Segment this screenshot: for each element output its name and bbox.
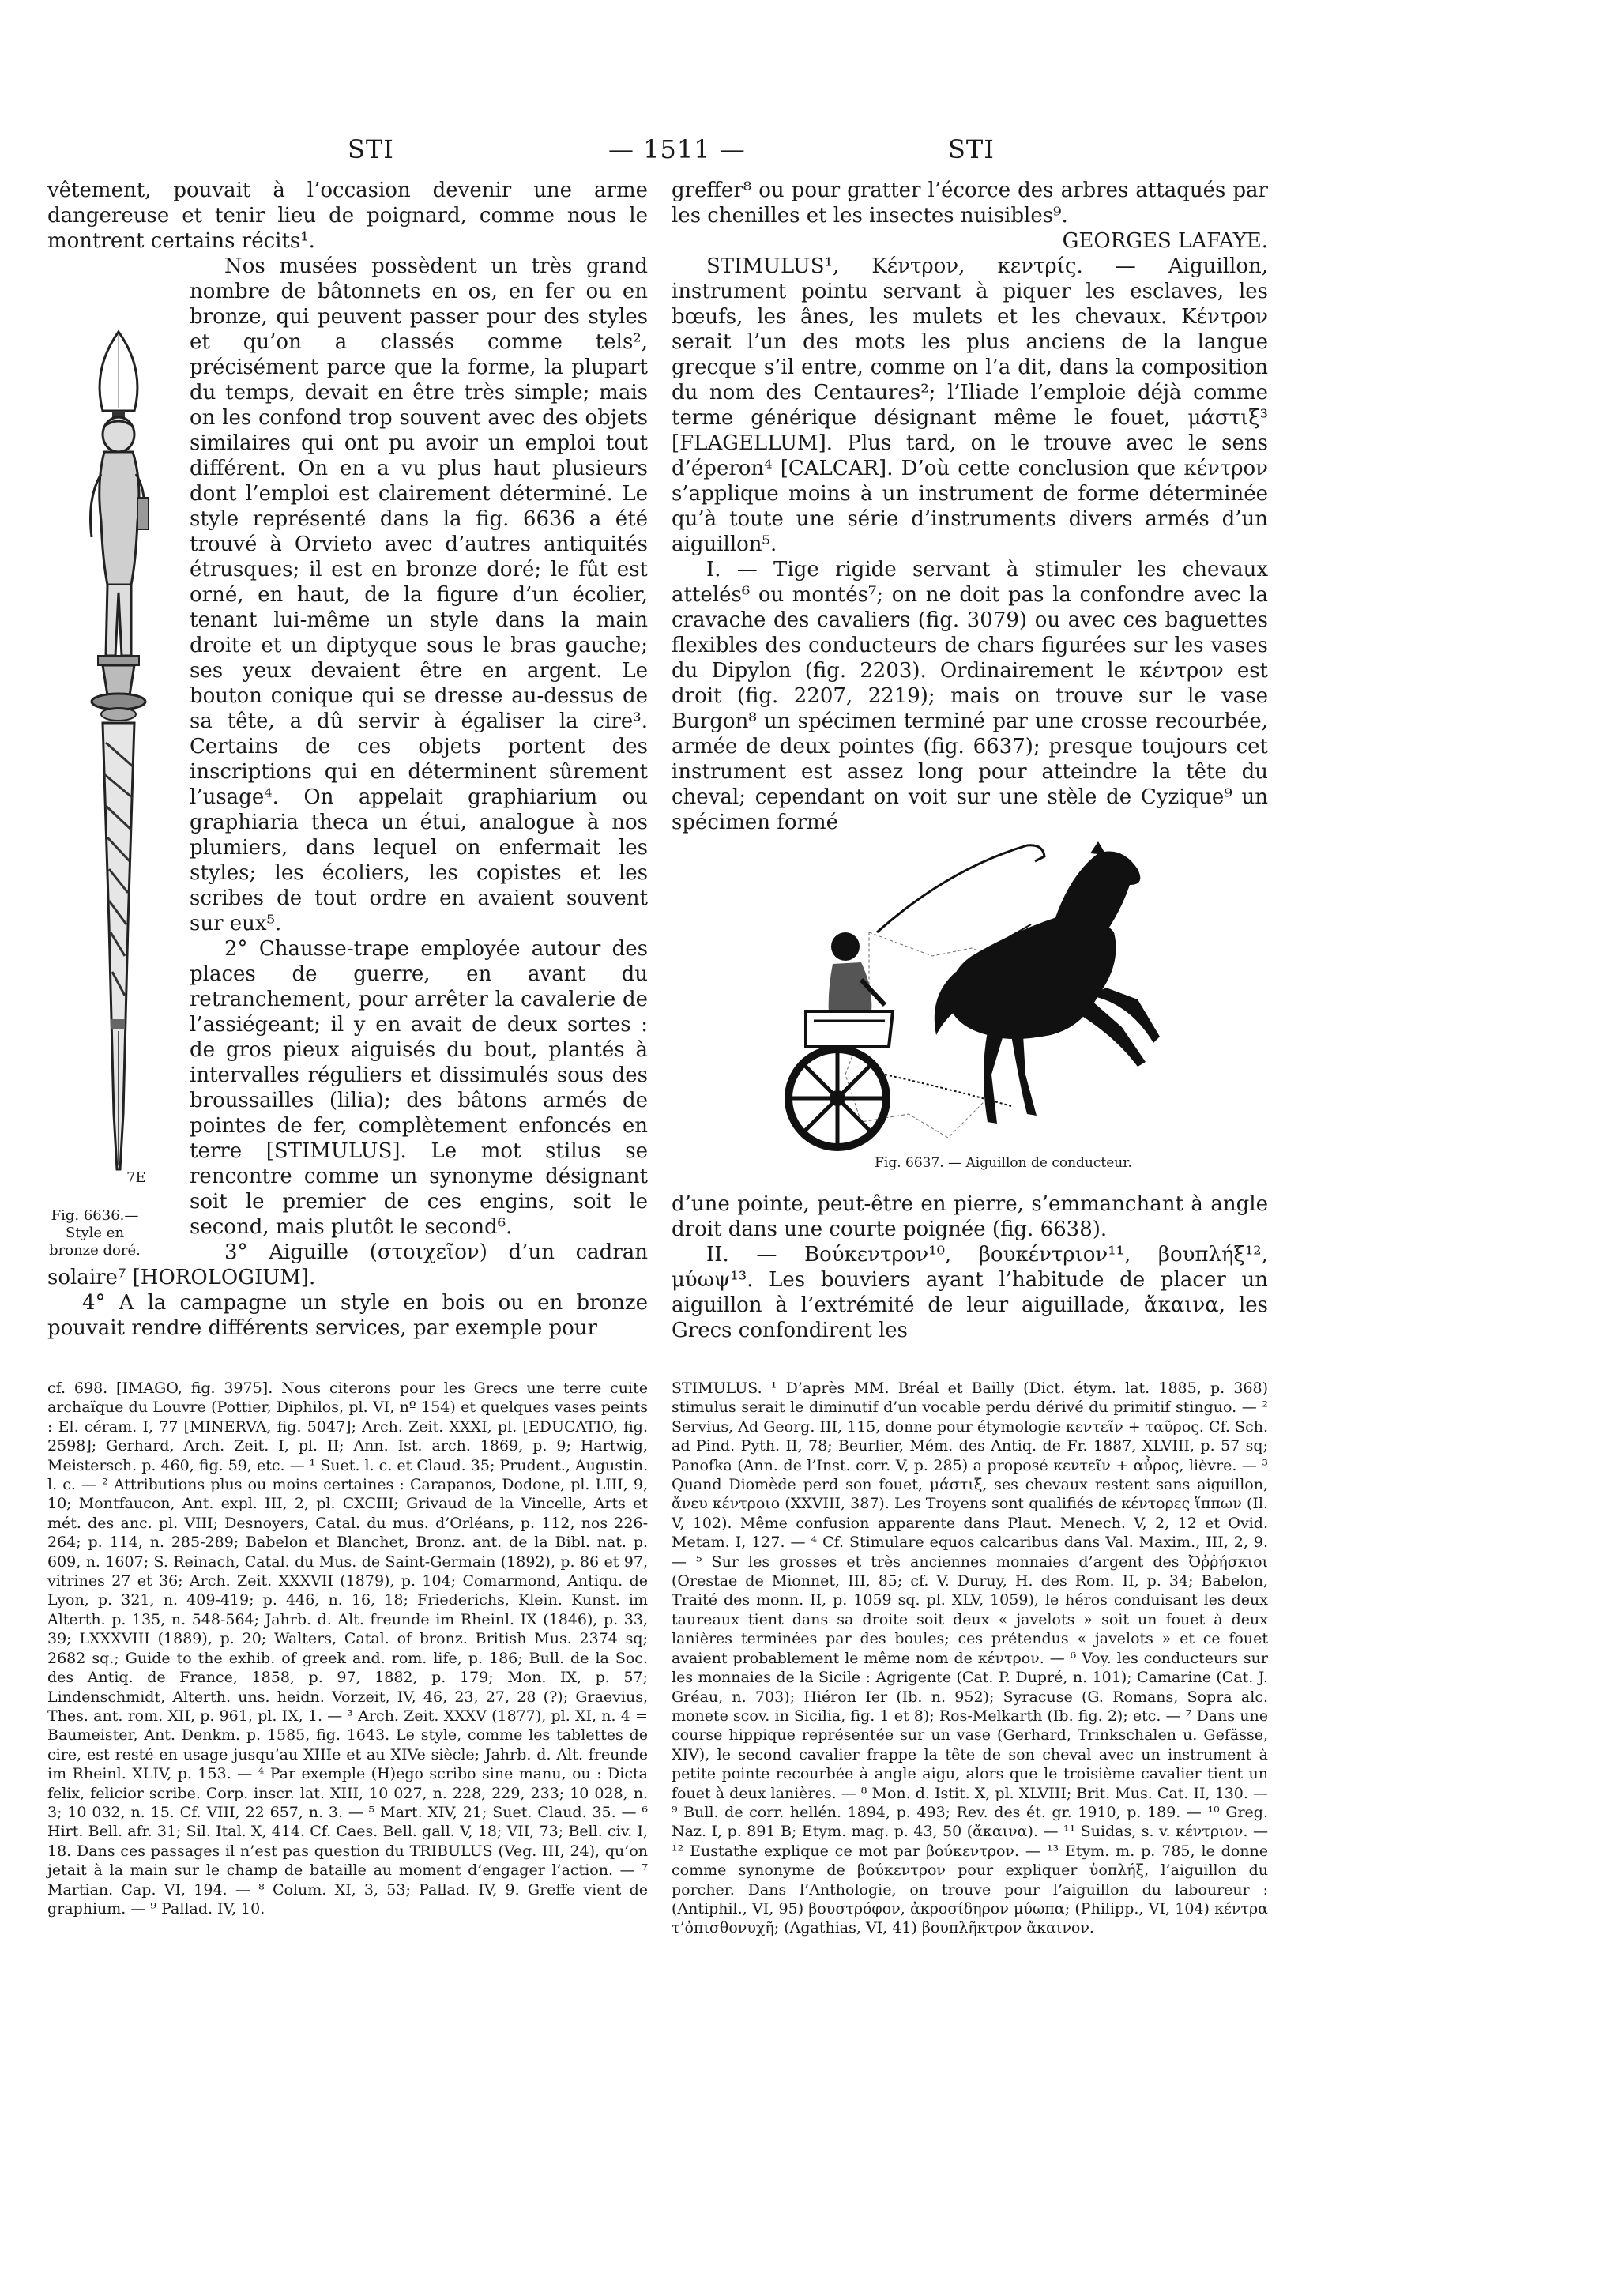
figure-6637-caption: Fig. 6637. — Aiguillon de conducteur. — [875, 1155, 1132, 1171]
figure-6636-mark: 7E — [126, 1169, 146, 1186]
footnotes-left — [47, 1379, 648, 1918]
running-head-right: STI — [948, 134, 995, 164]
footnotes-left-text: cf. 698. [IMAGO, fig. 3975]. Nous citerons pour les Grecs une terre cuite archaïque du Louvre (Pottier, Diphilos, pl. VI, nº 154) et quelques vases peints : El. céram. I, 77 [MINERVA, fig. 5047]; Arch. Zeit. XXXI, pl. [EDUCATIO, fig. 2598]; Gerhard, Arch. Zeit. I, pl. II; Ann. Ist. arch. 1869, p. 9; Hartwig, Meistersch. p. 460, fig. 59, etc. — ¹ Suet. l. c. et Claud. 35; Prudent., Augustin. l. c. — ² Attributions plus ou moins certaines : Carapanos, Dodone, pl. LIII, 9, 10; Montfaucon, Ant. expl. III, 2, pl. CXCIII; Grivaud de la Vincelle, Arts et mét. des anc. pl. VIII; Desnoyers, Catal. du mus. d’Orléans, p. 112, nos 226-264; p. 114, n. 285-289; Babelon et Blanchet, Bronz. ant. de la Bibl. nat. p. 609, n. 1607; S. Reinach, Catal. du Mus. de Saint-Germain (1892), p. 86 et 97, vitrines 27 et 36; Arch. Zeit. XXXVII (1879), p. 104; Comarmond, Antiqu. de Lyon, p. 321, n. 409-419; p. 446, n. 16, 18; Friederichs, Klein. Kunst. im Alterth. p. 135, n. 548-564; Jahrb. d. Alt. freunde im Rheinl. IX (1846), p. 33, 39; LXXXVIII (1889), p. 20; Walters, Catal. of bronz. British Mus. 2374 sq; 2682 sq.; Guide to the exhib. of greek and. rom. life, p. 186; Bull. de la Soc. des Antiq. de France, 1858, p. 97, 1882, p. 179; Mon. IX, p. 57; Lindenschmidt, Alterth. uns. heidn. Vorzeit, IV, 46, 23, 27, 28 (?); Graevius, Thes. ant. rom. XII, p. 961, pl. IX, 1. — ³ Arch. Zeit. XXXV (1877), pl. XI, n. 4 = Baumeister, Ant. Denkm. p. 1585, fig. 1643. Le style, comme les tablettes de cire, est resté en usage jusqu’au XIIIe et au XIVe siècle; Jahrb. d. Alt. freunde im Rheinl. XLIV, p. 153. — ⁴ Par exemple (H)ego scribo sine manu, ou : Dicta felix, felicior scribe. Corp. inscr. lat. XIII, 10 027, n. 228, 229, 233; 10 028, n. 3; 10 032, n. 15. Cf. VIII, 22 657, n. 3. — ⁵ Mart. XIV, 21; Suet. Claud. 35. — ⁶ Hirt. Bell. afr. 31; Sil. Ital. X, 414. Cf. Caes. Bell. gall. V, 18; VII, 73; Bell. civ. I, 18. Dans ces passages il n’est pas question du TRIBULUS (Veg. III, 24), qu’on jetait à la main sur le champ de bataille au moment d’engager l’action. — ⁷ Martian. Cap. VI, 194. — ⁸ Colum. XI, 3, 53; Pallad. IV, 9. Greffe vient de graphium. — ⁹ Pallad. IV, 10. — [47, 1379, 648, 1918]
figure-6637 — [751, 837, 1161, 1169]
author-signature: GEORGES LAFAYE. — [1062, 229, 1268, 253]
footnotes-right-text: STIMULUS. ¹ D’après MM. Bréal et Bailly (Dict. étym. lat. 1885, p. 368) stimulus serait le diminutif d’un vocable perdu dérivé du primitif stinguo. — ² Servius, Ad Georg. III, 115, donne pour étymologie κεντεῖν + ταῦρος. Cf. Sch. ad Pind. Pyth. II, 78; Beurlier, Mém. des Antiq. de Fr. 1887, XLVIII, p. 57 sq; Panofka (Ann. de l’Inst. corr. V, p. 285) a proposé κεντεῖν + αὖρος, lièvre. — ³ Quand Diomède perd son fouet, μάστιξ, ses chevaux restent sans aiguillon, ἄνευ κέντροιο (XXVIII, 387). Les Troyens sont qualifiés de κέντορες ἵππων (Il. V, 102). Même confusion apparente dans Plaut. Menech. V, 2, 12 et Ovid. Metam. I, 127. — ⁴ Cf. Stimulare equos calcaribus dans Val. Maxim., III, 2, 9. — ⁵ Sur les grosses et très anciennes monnaies d’argent des Ὀῤῥήσκιοι (Orestae de Mionnet, III, 85; cf. V. Duruy, H. des Rom. II, p. 34; Babelon, Traité des monn. II, p. 1059 sq. pl. XLV, 1059), le héros conduisant les deux taureaux tient dans sa droite soit deux « javelots » soit un fouet à deux lanières terminées par des boules; ces prétendus « javelots » et ce fouet avaient probablement le même nom de κέντρον. — ⁶ Voy. les conducteurs sur les monnaies de la Sicile : Agrigente (Cat. P. Dupré, n. 101); Camarine (Cat. J. Gréau, n. 703); Hiéron Ier (Ib. n. 952); Syracuse (G. Romans, Sopra alc. monete scov. in Sicilia, fig. 1 et 8); Ros-Melkarth (Ib. fig. 2); etc. — ⁷ Dans une course hippique représentée sur un vase (Gerhard, Trinkschalen u. Gefässe, XIV), le second cavalier frappe la tête de son cheval avec un instrument à petite pointe recourbée à angle aigu, alors que le troisième cavalier tient un fouet à deux lanières. — ⁸ Mon. d. Istit. X, pl. XLVIII; Brit. Mus. Cat. II, 130. — ⁹ Bull. de corr. hellén. 1894, p. 493; Rev. des ét. gr. 1910, p. 189. — ¹⁰ Greg. Naz. I, p. 891 B; Etym. mag. p. 43, 50 (ἄκαινα). — ¹¹ Suidas, s. v. κέντριον. — ¹² Eustathe explique ce mot par βούκεντρον. — ¹³ Etym. m. p. 785, le donne comme synonyme de βούκεντρον pour expliquer ὑοπλήξ, l’aiguillon du porcher. Dans l’Anthologie, on trouve pour l’aiguillon du laboureur : (Antiphil., VI, 95) βουστρόφον, ἀκροσίδηρον μύωπα; (Philipp., VI, 104) κέντρα τ’ὀπισθονυχῆ; (Agathias, VI, 41) βουπλῆκτρον ἄκαινον. — [672, 1379, 1268, 1937]
footnotes-right — [672, 1379, 1268, 1938]
right-column-top — [672, 178, 1268, 835]
chariot-illustration — [751, 837, 1161, 1169]
right-para-2: STIMULUS¹, Κέντρον, κεντρίς. — Aiguillon, instrument pointu servant à piquer les esclaves, les bœufs, les ânes, les mulets et les chevaux. Κέντρον serait l’un des mots les plus anciens de la langue grecque s’il entre, comme on l’a dit, dans la composition du nom des Centaures²; l’Iliade l’emploie déjà comme terme générique désignant même le fouet, μάστιξ³ [FLAGELLUM]. Plus tard, on le trouve avec le sens d’éperon⁴ [CALCAR]. D’où cette conclusion que κέντρον s’applique moins à un instrument de forme déterminée qu’à toute une série d’instruments divers armés d’un aiguillon⁵. — [672, 254, 1268, 556]
right-para-1: greffer⁸ ou pour gratter l’écorce des arbres attaqués par les chenilles et les insectes nuisibles⁹. GEORGES LAFAYE. — [672, 179, 1268, 253]
stylus-illustration — [55, 324, 182, 1177]
figure-6636 — [55, 324, 182, 1240]
left-para-2: Nos musées possèdent un très grand nombre de bâtonnets en os, en fer ou en bronze, qui peuvent passer pour des styles et qu’on a classés comme tels², précisément parce que la forme, la plupart du temps, devait en être très simple; mais on les confond trop souvent avec des objets similaires qui ont pu avoir un emploi tout différent. On en a vu plus haut plusieurs dont l’emploi est clairement déterminé. Le style représenté dans la fig. 6636 a été trouvé à Orvieto avec d’autres antiquités étrusques; il est en bronze doré; le fût est orné, en haut, de la figure d’un écolier, tenant lui-même un style dans la main droite et un diptyque sous le bras gauche; ses yeux devaient être en argent. Le bouton conique qui se dresse au-dessus de sa tête, a dû servir à égaliser la cire³. Certains de ces objets portent des inscriptions qui en déterminent sûrement l’usage⁴. On appelait graphiarium ou graphiaria theca un étui, analogue à nos plumiers, dans lequel on enfermait les styles; les écoliers, les copistes et les scribes de tout ordre en avaient souvent sur eux⁵. — [190, 254, 648, 935]
left-para-5: 4° A la campagne un style en bois ou en bronze pouvait rendre différents services, par exemple pour — [47, 1291, 648, 1340]
right-para-5: II. — Βούκεντρον¹⁰, βουκέντριον¹¹, βουπλήξ¹², μύωψ¹³. Les bouviers ayant l’habitude de placer un aiguillon à l’extrémité de leur aiguillade, ἄκαινα, les Grecs confondirent les — [672, 1243, 1268, 1342]
left-para-4: 3° Aiguille (στοιχεῖον) d’un cadran solaire⁷ [HOROLOGIUM]. — [47, 1240, 648, 1289]
right-para-4: d’une pointe, peut-être en pierre, s’emmanchant à angle droit dans une courte poignée (fig. 6638). — [672, 1192, 1268, 1241]
figure-6636-caption: Fig. 6636.— Style en bronze doré. — [49, 1207, 141, 1259]
right-column-bottom — [672, 1191, 1268, 1343]
left-para-3: 2° Chausse-trape employée autour des places de guerre, en avant du retranchement, pour arrêter la cavalerie de l’assiégeant; il y en avait de deux sortes : de gros pieux aiguisés du bout, plantés à intervalles réguliers et dissimulés sous des broussailles (lilia); des bâtons armés de pointes de fer, complètement enfoncés en terre [STIMULUS]. Le mot stilus se rencontre comme un synonyme désignant soit le premier de ces engins, soit le second, mais plutôt le second⁶. — [190, 937, 648, 1239]
left-para-1: vêtement, pouvait à l’occasion devenir une arme dangereuse et tenir lieu de poignard, comme nous le montrent certains récits¹. — [47, 179, 648, 253]
running-head-left: STI — [348, 134, 394, 164]
page-number: — 1511 — — [608, 134, 746, 164]
right-para-3: I. — Tige rigide servant à stimuler les chevaux attelés⁶ ou montés⁷; on ne doit pas la confondre avec la cravache des cavaliers (fig. 3079) ou avec ces baguettes flexibles des conducteurs de chars figurées sur les vases du Dipylon (fig. 2203). Ordinairement le κέντρον est droit (fig. 2207, 2219); mais on trouve sur le vase Burgon⁸ un spécimen terminé par une crosse recourbée, armée de deux pointes (fig. 6637); presque toujours cet instrument est assez long pour atteindre la tête du cheval; cependant on voit sur une stèle de Cyzique⁹ un spécimen formé — [672, 558, 1268, 834]
